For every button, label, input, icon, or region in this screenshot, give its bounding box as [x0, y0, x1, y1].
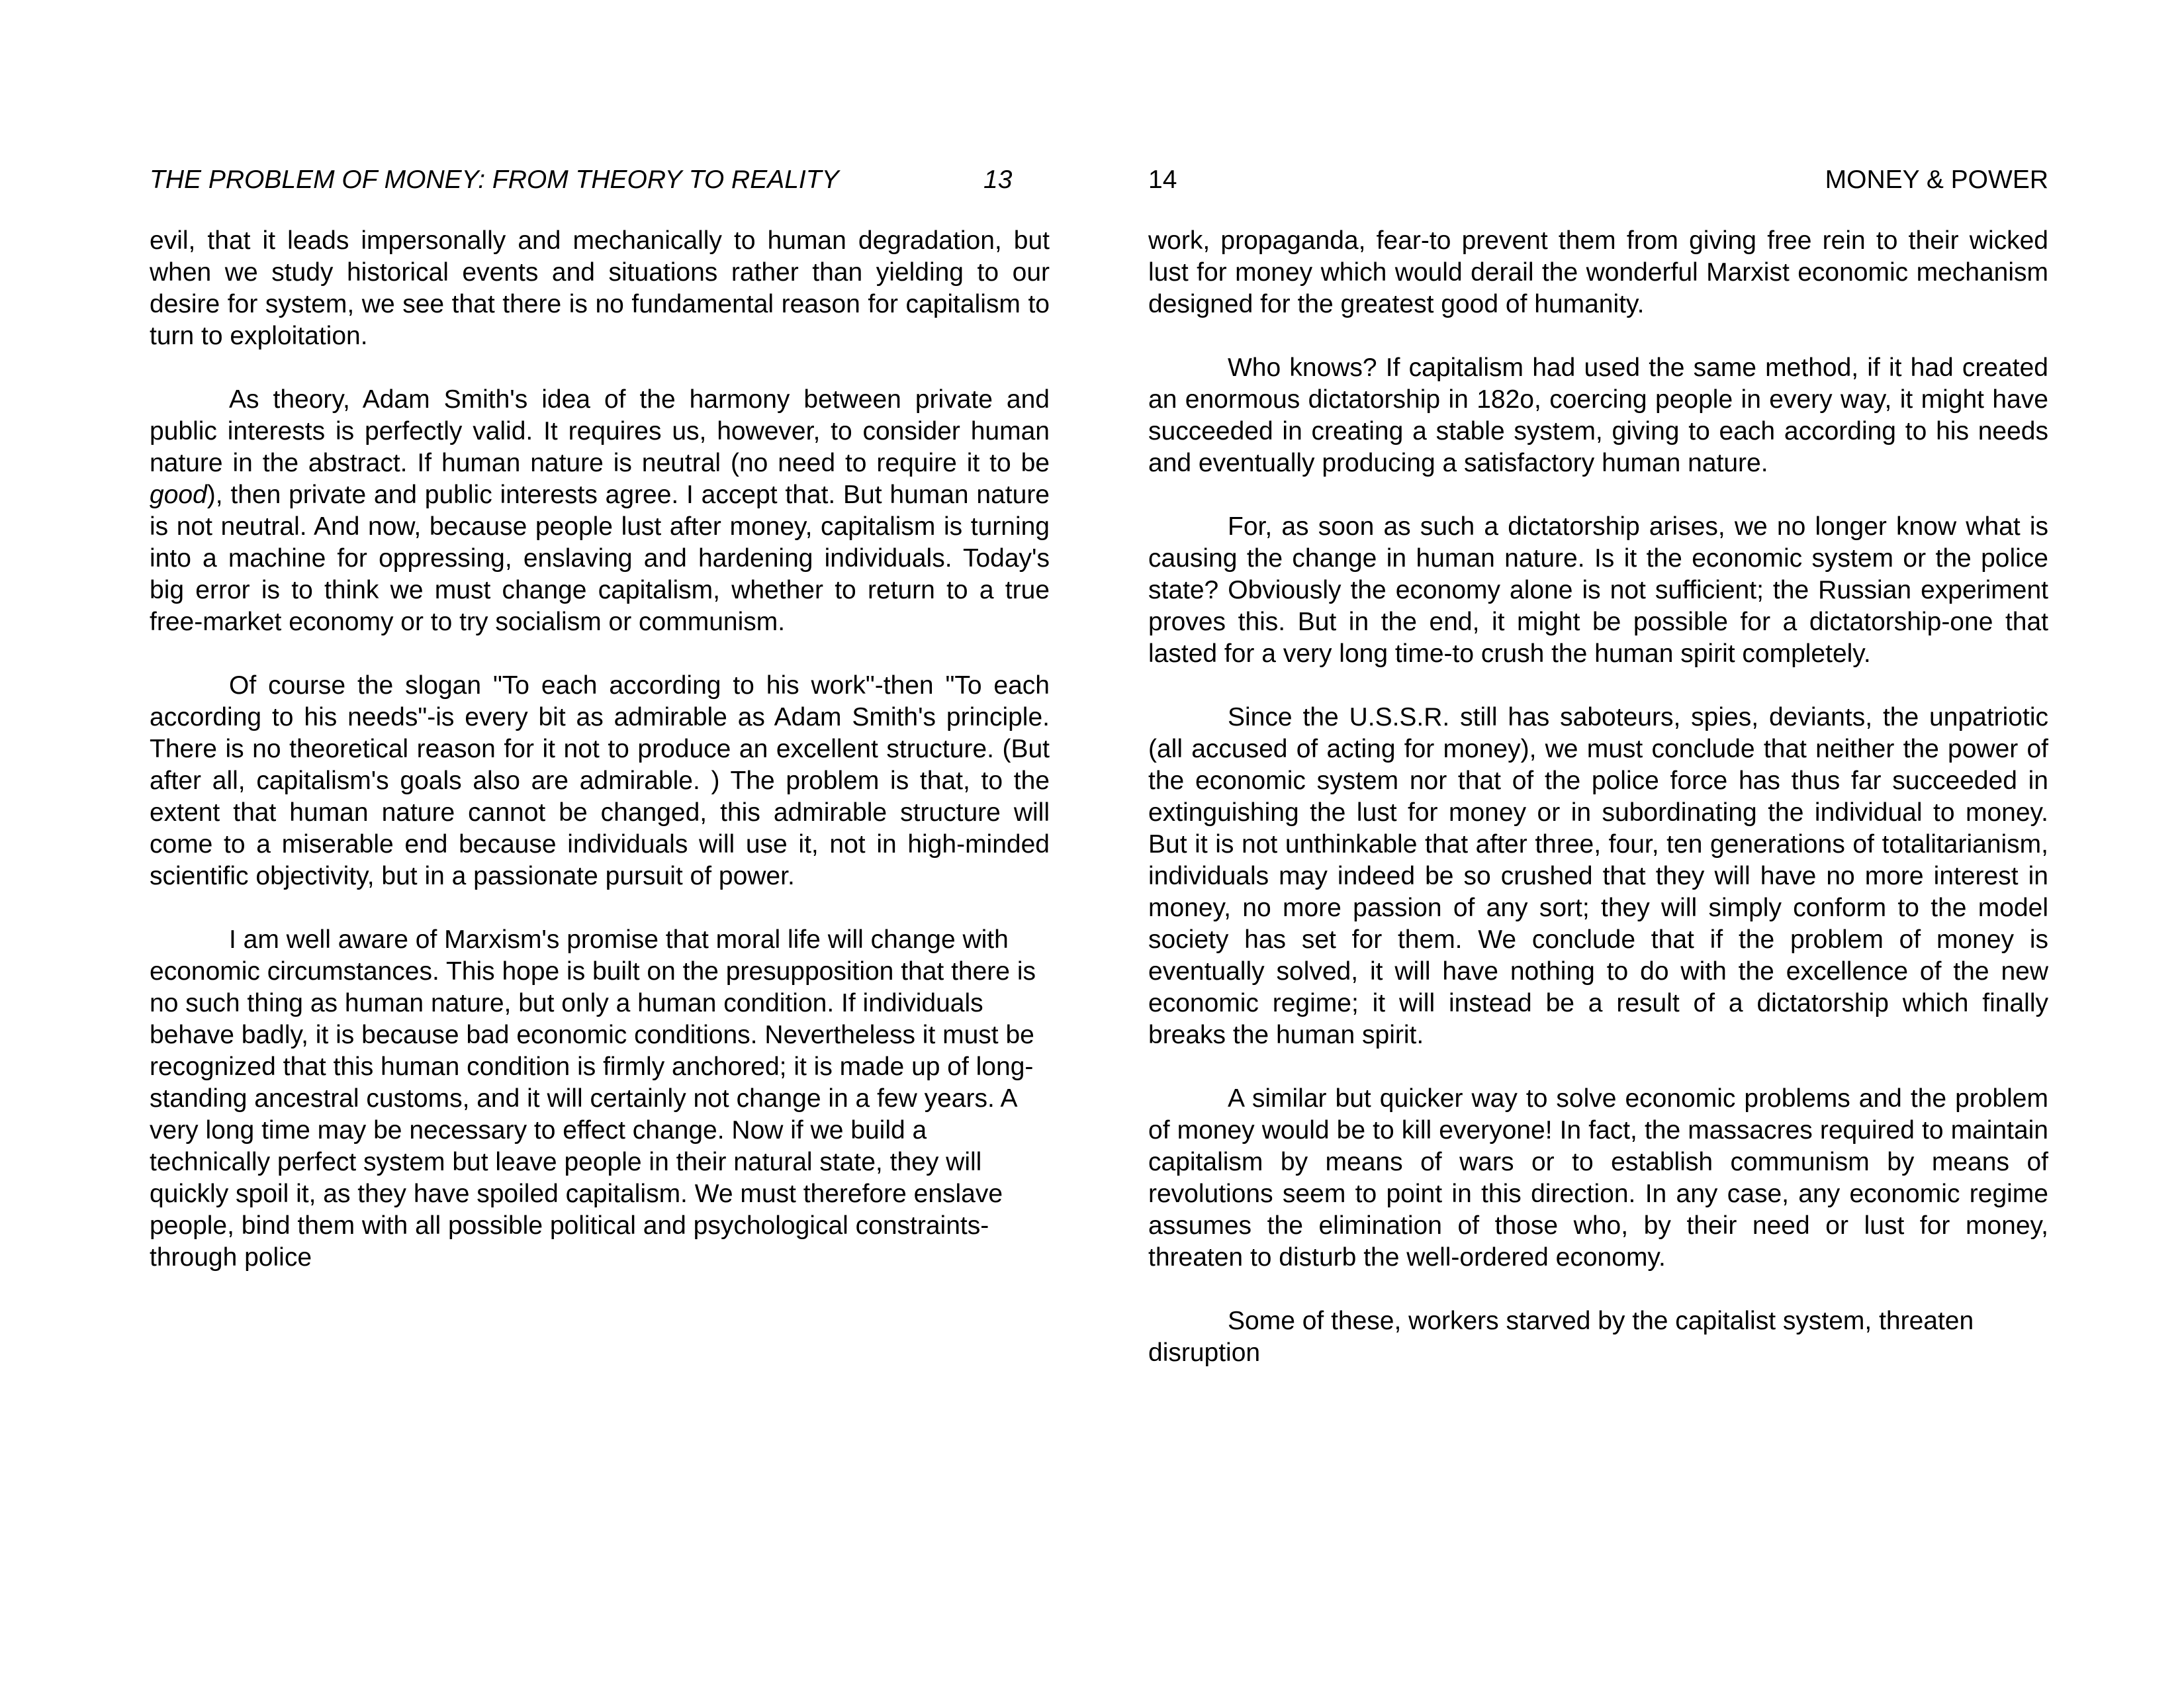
paragraph: evil, that it leads impersonally and mechanically to human degradation, but when we study historical events and situations rather than yielding to our desire for system, we see that there is no fundamental reason for capitalism to turn to exploitation.	[150, 226, 1050, 350]
page-number: 13	[983, 165, 1013, 194]
paragraph: Since the U.S.S.R. still has saboteurs, spies, deviants, the unpatriotic (all accused of acting for money), we must conclude that neither the power of the economic system nor that of the police force has thus far succeeded in extinguishing the lust for money or in subordinating the individual to money. But it is not unthinkable that after three, four, ten generations of totalitarianism, individuals may indeed be so crushed that they will have no more interest in money, no more passion of any sort; they will simply conform to the model society has set for them. We conclude that if the problem of money is eventually solved, it will have nothing to do with the excellence of the new economic regime; it will instead be a result of a dictatorship which finally breaks the human spirit.	[1148, 703, 2048, 1049]
paragraph	[150, 384, 1050, 638]
left-page-body	[150, 225, 1050, 1305]
right-page-body	[1148, 225, 2048, 1401]
right-page-header	[1148, 162, 2048, 199]
paragraph: I am well aware of Marxism's promise that moral life will change with economic circumstances. This hope is built on the presupposition that there is no such thing as human nature, but only a human condition. If individuals behave badly, it is because bad economic conditions. Nevertheless it must be recognized that this human condition is firmly anchored; it is made up of long-standing ancestral customs, and it will certainly not change in a few years. A very long time may be necessary to effect change. Now if we build a technically perfect system but leave people in their natural state, they will quickly spoil it, as they have spoiled capitalism. We must therefore enslave people, bind them with all possible political and psychological constraints-through police	[150, 925, 1036, 1272]
running-title: THE PROBLEM OF MONEY: FROM THEORY TO REALITY	[150, 165, 839, 194]
left-page-header	[150, 162, 1050, 199]
paragraph: A similar but quicker way to solve economic problems and the problem of money would be to kill everyone! In fact, the massacres required to maintain capitalism by means of wars or to establish communism by means of revolutions seem to point in this direction. In any case, any economic regime assumes the elimination of those who, by their need or lust for money, threaten to disturb the well-ordered economy.	[1148, 1084, 2048, 1272]
paragraph-text: ), then private and public interests agree. I accept that. But human nature is not neutral. And now, because people lust after money, capitalism is turning into a machine for oppressing, enslaving and hardening individuals. Today's big error is to think we must change capitalism, whether to return to a true free-market economy or to try socialism or communism.	[150, 481, 1050, 636]
left-page	[150, 0, 1050, 1688]
paragraph: Some of these, workers starved by the capitalist system, threaten disruption	[1148, 1307, 1974, 1367]
running-title: MONEY & POWER	[1825, 165, 2048, 194]
paragraph: work, propaganda, fear-to prevent them from giving free rein to their wicked lust for money which would derail the wonderful Marxist economic mechanism designed for the greatest good of humanity.	[1148, 226, 2048, 318]
page-number: 14	[1148, 165, 1177, 194]
paragraph-text: As theory, Adam Smith's idea of the harmony between private and public interests is perfectly valid. It requires us, however, to consider human nature in the abstract. If human nature is neutral (no need to require it to be	[150, 385, 1050, 477]
paragraph: Of course the slogan "To each according to his work"-then "To each according to his needs"-is every bit as admirable as Adam Smith's principle. There is no theoretical reason for it not to produce an excellent structure. (But after all, capitalism's goals also are admirable. ) The problem is that, to the extent that human nature cannot be changed, this admirable structure will come to a miserable end because individuals will use it, not in high-minded scientific objectivity, but in a passionate pursuit of power.	[150, 671, 1050, 890]
right-page	[1148, 0, 2048, 1688]
emphasis-text: good	[150, 481, 207, 509]
paragraph: For, as soon as such a dictatorship arises, we no longer know what is causing the change in human nature. Is it the economic system or the police state? Obviously the economy alone is not sufficient; the Russian experiment proves this. But in the end, it might be possible for a dictatorship-one that lasted for a very long time-to crush the human spirit completely.	[1148, 512, 2048, 668]
paragraph: Who knows? If capitalism had used the same method, if it had created an enormous dictatorship in 182o, coercing people in every way, it might have succeeded in creating a stable system, giving to each according to his needs and eventually producing a satisfactory human nature.	[1148, 353, 2048, 477]
